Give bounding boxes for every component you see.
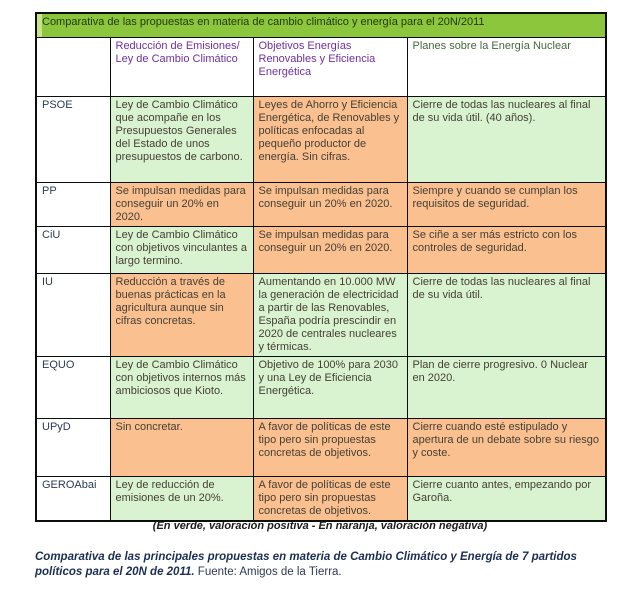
table-header-row bbox=[36, 37, 606, 96]
cell-geroabai-emisiones: Ley de reducción de emisiones de un 20%. bbox=[110, 476, 253, 521]
cell-psoe-emisiones: Ley de Cambio Climático que acompañe en los Presupuestos Generales del Estado de unos presupuestos de carbono. bbox=[110, 96, 253, 182]
column-header-emissions: Reducción de Emisiones/ Ley de Cambio Climático bbox=[110, 37, 253, 96]
party-name: GEROAbai bbox=[36, 476, 110, 521]
cell-upyd-nuclear: Cierre cuando esté estipulado y apertura de un debate sobre su riesgo y coste. bbox=[407, 418, 606, 476]
cell-ciu-emisiones: Ley de Cambio Climático con objetivos vinculantes a largo termino. bbox=[110, 226, 253, 273]
party-name: PP bbox=[36, 182, 110, 226]
cell-geroabai-nuclear: Cierre cuanto antes, empezando por Garoña. bbox=[407, 476, 606, 521]
cell-psoe-nuclear: Cierre de todas las nucleares al final de su vida útil. (40 años). bbox=[407, 96, 606, 182]
cell-iu-nuclear: Cierre de todas las nucleares al final de su vida útil. bbox=[407, 273, 606, 356]
cell-equo-renovables: Objetivo de 100% para 2030 y una Ley de Eficiencia Energética. bbox=[253, 356, 407, 418]
table-row-psoe bbox=[36, 96, 606, 182]
table-row-upyd bbox=[36, 418, 606, 476]
party-name: CiU bbox=[36, 226, 110, 273]
table-row-pp bbox=[36, 182, 606, 226]
column-header-renewables: Objetivos Energías Renovables y Eficiencia Energética bbox=[253, 37, 407, 96]
cell-psoe-renovables: Leyes de Ahorro y Eficiencia Energética, de Renovables y políticas enfocadas al pequeño productor de energía. Sin cifras. bbox=[253, 96, 407, 182]
cell-upyd-renovables: A favor de políticas de este tipo pero sin propuestas concretas de objetivos. bbox=[253, 418, 407, 476]
table-title: Comparativa de las propuestas en materia de cambio climático y energía para el 20N/2011 bbox=[36, 13, 606, 37]
table-row-equo bbox=[36, 356, 606, 418]
cell-pp-renovables: Se impulsan medidas para conseguir un 20% en 2020. bbox=[253, 182, 407, 226]
table-row-geroabai bbox=[36, 476, 606, 521]
cell-ciu-nuclear: Se ciñe a ser más estricto con los controles de seguridad. bbox=[407, 226, 606, 273]
cell-iu-emisiones: Reducción a través de buenas prácticas en la agricultura aunque sin cifras concretas. bbox=[110, 273, 253, 356]
column-header-nuclear: Planes sobre la Energía Nuclear bbox=[407, 37, 606, 96]
cell-pp-emisiones: Se impulsan medidas para conseguir un 20% en 2020. bbox=[110, 182, 253, 226]
cell-equo-emisiones: Ley de Cambio Climático con objetivos internos más ambiciosos que Kioto. bbox=[110, 356, 253, 418]
party-name: IU bbox=[36, 273, 110, 356]
caption-source-text: Fuente: Amigos de la Tierra. bbox=[194, 565, 342, 578]
column-header-party bbox=[36, 37, 110, 96]
figure-caption bbox=[35, 550, 612, 579]
cell-pp-nuclear: Siempre y cuando se cumplan los requisitos de seguridad. bbox=[407, 182, 606, 226]
cell-equo-nuclear: Plan de cierre progresivo. 0 Nuclear en 2020. bbox=[407, 356, 606, 418]
color-legend-note: (En verde, valoración positiva - En naranja, valoración negativa) bbox=[152, 520, 488, 532]
table-row-ciu bbox=[36, 226, 606, 273]
cell-ciu-renovables: Se impulsan medidas para conseguir un 20% en 2020. bbox=[253, 226, 407, 273]
party-name: EQUO bbox=[36, 356, 110, 418]
table-title-row bbox=[36, 13, 606, 37]
cell-iu-renovables: Aumentando en 10.000 MW la generación de electricidad a partir de las Renovables, España podría prescindir en 2020 de centrales nucleares y térmicas. bbox=[253, 273, 407, 356]
cell-geroabai-renovables: A favor de políticas de este tipo pero sin propuestas concretas de objetivos. bbox=[253, 476, 407, 521]
table-row-iu bbox=[36, 273, 606, 356]
caption-title-text: Comparativa de las principales propuestas en materia de Cambio Climático y Energía de 7 partidos políticos para el 20N de 2011. bbox=[35, 551, 577, 578]
cell-upyd-emisiones: Sin concretar. bbox=[110, 418, 253, 476]
party-name: UPyD bbox=[36, 418, 110, 476]
comparison-table bbox=[35, 12, 607, 522]
party-name: PSOE bbox=[36, 96, 110, 182]
